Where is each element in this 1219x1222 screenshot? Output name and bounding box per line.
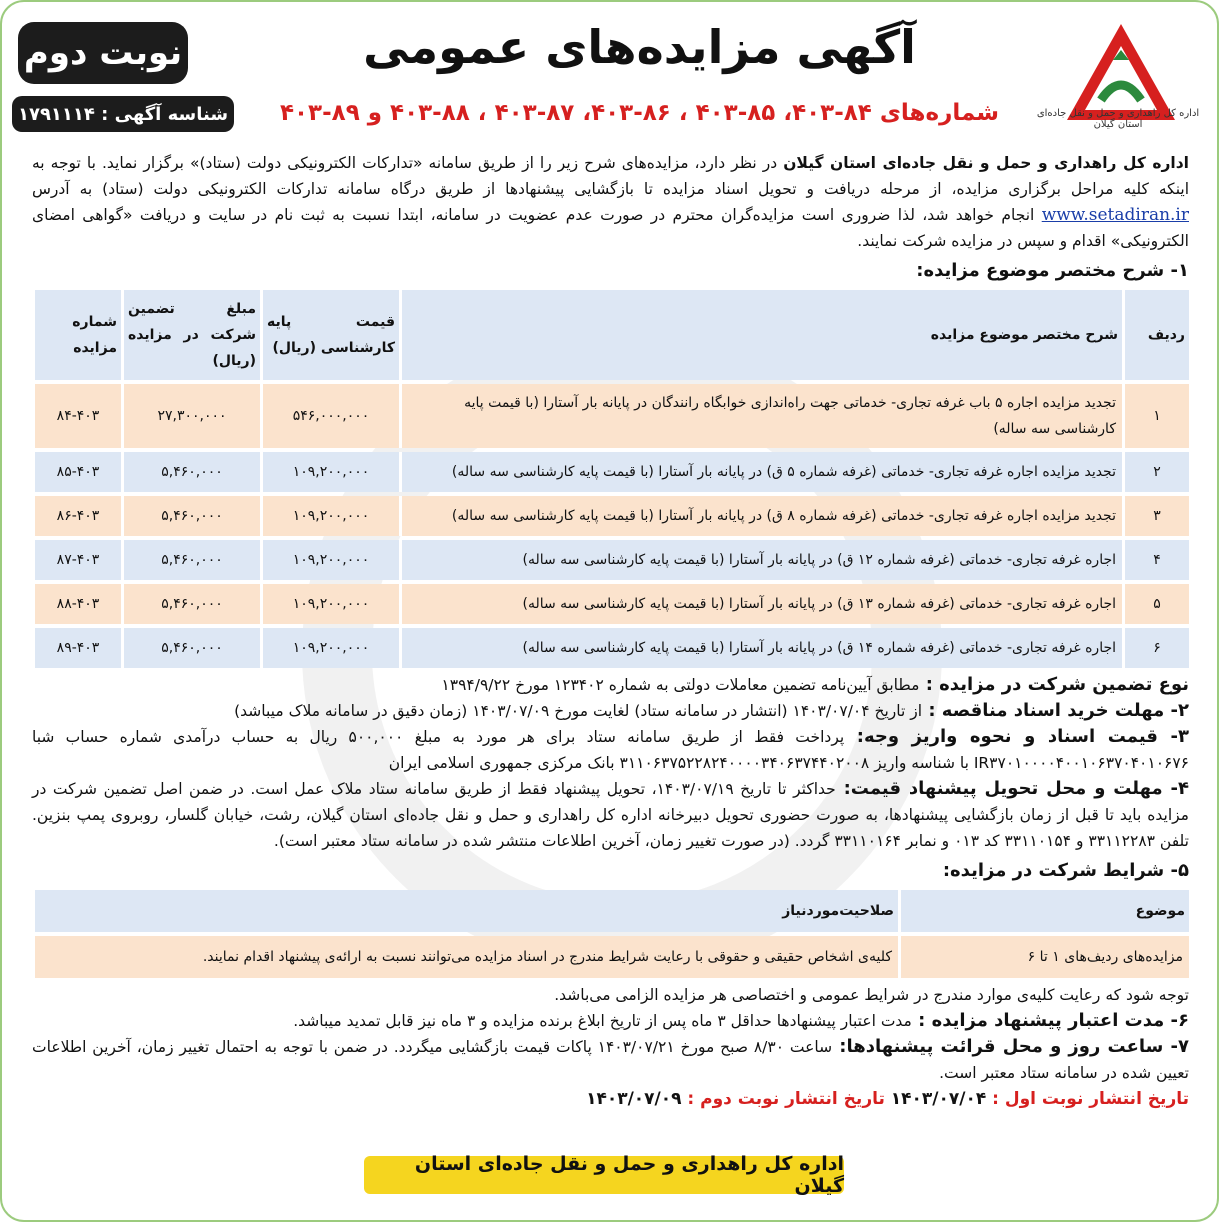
section1-heading: ۱- شرح مختصر موضوع مزایده: bbox=[916, 260, 1189, 281]
table-row bbox=[32, 496, 1189, 536]
table-row bbox=[32, 584, 1189, 624]
col-guarantee: مبلغ تضمین شرکت در مزایده (ریال) bbox=[121, 290, 260, 380]
section7-label: ۷- ساعت روز و محل قرائت پیشنهادها: bbox=[832, 1036, 1189, 1057]
intro-paragraph bbox=[32, 150, 1189, 254]
section6 bbox=[32, 1008, 1189, 1034]
row-subject: مزایده‌های ردیف‌های ۱ تا ۶ bbox=[898, 936, 1189, 978]
second-pub-date: ۱۴۰۳/۰۷/۰۹ bbox=[586, 1089, 682, 1109]
first-pub-date: ۱۴۰۳/۰۷/۰۴ bbox=[890, 1089, 987, 1109]
row-desc: اجاره غرفه تجاری- خدماتی (غرفه شماره ۱۳ ق) در پایانه بار آستارا (با قیمت پایه کارشناسی سه ساله) bbox=[399, 584, 1122, 624]
row-index: ۴ bbox=[1122, 540, 1189, 580]
guarantee-type-text: مطابق آیین‌نامه تضمین معاملات دولتی به شماره ۱۲۳۴۰۲ مورخ ۱۳۹۴/۹/۲۲ bbox=[441, 676, 920, 694]
intro-text-1: در نظر دارد، مزایده‌های شرح زیر را از طریق سامانه «تدارکات الکترونیکی دولت (ستاد)» برگزار نماید. با توجه به اینکه کلیه مراحل برگزاری مزایده، از مرحله دریافت و تحویل اسناد مزایده تا بازگشایی پیشنهادها از طریق درگاه سامانه تدارکات الکترونیکی دولت (ستاد) به آدرس bbox=[32, 154, 1189, 198]
table-row bbox=[32, 628, 1189, 668]
section5-note: توجه شود که رعایت کلیه‌ی موارد مندرج در شرایط عمومی و اختصاصی هر مزایده الزامی می‌باشد. bbox=[554, 986, 1189, 1004]
first-pub-label: تاریخ انتشار نوبت اول : bbox=[986, 1089, 1189, 1109]
section5-heading: ۵- شرایط شرکت در مزایده: bbox=[942, 860, 1189, 881]
auction-table bbox=[32, 286, 1189, 672]
section3 bbox=[32, 724, 1189, 776]
row-index: ۵ bbox=[1122, 584, 1189, 624]
row-guarantee: ۵,۴۶۰,۰۰۰ bbox=[121, 540, 260, 580]
auction-table-header bbox=[32, 290, 1189, 380]
auction-numbers: شماره‌های ۸۴-۴۰۳، ۸۵-۴۰۳ ، ۸۶-۴۰۳، ۸۷-۴۰۳ ، ۸۸-۴۰۳ و ۸۹-۴۰۳ bbox=[279, 100, 999, 126]
section4-text: حداکثر تا تاریخ ۱۴۰۳/۰۷/۱۹، تحویل پیشنهاد فقط از طریق سامانه ستاد ملاک عمل است. در ضمن اصل تضمین شرکت در مزایده باید تا قبل از زمان بازگشایی پیشنهادها، به صورت حضوری تحویل دبیرخانه اداره کل راهداری و حمل و نقل جاده‌ای استان گیلان، رشت، خیابان گلسار، روبروی پمپ بنزین. تلفن ۳۳۱۱۲۲۸۳ و ۳۳۱۱۰۱۵۴ کد ۰۱۳ و نمابر ۳۳۱۱۰۱۶۴ گردد. (در صورت تغییر زمان، آخرین اطلاعات منتشر شده در سامانه ستاد معتبر است). bbox=[32, 780, 1189, 850]
section6-label: ۶- مدت اعتبار پیشنهاد مزایده : bbox=[911, 1010, 1189, 1031]
row-base: ۵۴۶,۰۰۰,۰۰۰ bbox=[260, 384, 399, 448]
row-number: ۸۵-۴۰۳ bbox=[32, 452, 121, 492]
section2-label: ۲- مهلت خرید اسناد مناقصه : bbox=[922, 700, 1189, 721]
row-base: ۱۰۹,۲۰۰,۰۰۰ bbox=[260, 496, 399, 536]
col-qualification: صلاحیت‌موردنیاز bbox=[32, 890, 898, 932]
table-row bbox=[32, 540, 1189, 580]
section3-text: پرداخت فقط از طریق سامانه ستاد برای هر مورد به مبلغ ۵۰۰,۰۰۰ ریال به حساب درآمدی شماره حساب شبا IR۳۷۰۱۰۰۰۰۴۰۰۱۰۶۳۷۰۴۰۱۰۶۷۶ با شناسه واریز ۳۱۱۰۶۳۷۵۲۲۸۲۴۰۰۰۰۳۴۰۶۳۷۴۴۰۲۰۰۸ بانک مرکزی جمهوری اسلامی ایران bbox=[32, 728, 1189, 772]
table-row bbox=[32, 936, 1189, 978]
turn-badge: نوبت دوم bbox=[18, 22, 188, 84]
guarantee-type bbox=[32, 672, 1189, 698]
row-number: ۸۷-۴۰۳ bbox=[32, 540, 121, 580]
col-row: ردیف bbox=[1122, 290, 1189, 380]
row-base: ۱۰۹,۲۰۰,۰۰۰ bbox=[260, 540, 399, 580]
footer-banner: اداره کل راهداری و حمل و نقل جاده‌ای استان گیلان bbox=[364, 1156, 844, 1194]
row-index: ۱ bbox=[1122, 384, 1189, 448]
row-guarantee: ۵,۴۶۰,۰۰۰ bbox=[121, 584, 260, 624]
table-row bbox=[32, 452, 1189, 492]
notice-body bbox=[32, 150, 1189, 1112]
col-subject: موضوع bbox=[898, 890, 1189, 932]
row-guarantee: ۵,۴۶۰,۰۰۰ bbox=[121, 628, 260, 668]
row-number: ۸۴-۴۰۳ bbox=[32, 384, 121, 448]
org-name: اداره کل راهداری و حمل و نقل جاده‌ای استان گیلان bbox=[783, 154, 1189, 172]
row-index: ۶ bbox=[1122, 628, 1189, 668]
row-index: ۳ bbox=[1122, 496, 1189, 536]
row-guarantee: ۲۷,۳۰۰,۰۰۰ bbox=[121, 384, 260, 448]
second-pub-label: تاریخ انتشار نوبت دوم : bbox=[681, 1089, 891, 1109]
row-desc: اجاره غرفه تجاری- خدماتی (غرفه شماره ۱۴ ق) در پایانه بار آستارا (با قیمت پایه کارشناسی سه ساله) bbox=[399, 628, 1122, 668]
ad-id-badge: شناسه آگهی : ۱۷۹۱۱۱۴ bbox=[12, 96, 234, 132]
row-desc: اجاره غرفه تجاری- خدماتی (غرفه شماره ۱۲ ق) در پایانه بار آستارا (با قیمت پایه کارشناسی سه ساله) bbox=[399, 540, 1122, 580]
page-title: آگهی مزایده‌های عمومی bbox=[363, 20, 916, 74]
row-desc: تجدید مزایده اجاره غرفه تجاری- خدماتی (غرفه شماره ۸ ق) در پایانه بار آستارا (با قیمت پایه کارشناسی سه ساله) bbox=[399, 496, 1122, 536]
section2-text: از تاریخ ۱۴۰۳/۰۷/۰۴ (انتشار در سامانه ستاد) لغایت مورخ ۱۴۰۳/۰۷/۰۹ (زمان دقیق در سامانه ملاک میباشد) bbox=[234, 702, 923, 720]
logo-caption: اداره کل راهداری و حمل و نقل جاده‌ای استان گیلان bbox=[1036, 108, 1200, 130]
col-base-price: قیمت پایه کارشناسی (ریال) bbox=[260, 290, 399, 380]
table-row bbox=[32, 384, 1189, 448]
intro-text-2: انجام خواهد شد، لذا ضروری است مزایده‌گران محترم در صورت عدم عضویت در سامانه، ابتدا نسبت به ثبت نام در سایت و دریافت «گواهی امضای الکترونیکی» اقدام و سپس در مزایده شرکت نمایند. bbox=[32, 206, 1189, 250]
col-desc: شرح مختصر موضوع مزایده bbox=[399, 290, 1122, 380]
row-base: ۱۰۹,۲۰۰,۰۰۰ bbox=[260, 452, 399, 492]
row-number: ۸۹-۴۰۳ bbox=[32, 628, 121, 668]
row-number: ۸۸-۴۰۳ bbox=[32, 584, 121, 624]
section4 bbox=[32, 776, 1189, 854]
row-qualification: کلیه‌ی اشخاص حقیقی و حقوقی با رعایت شرایط مندرج در اسناد مزایده می‌توانند نسبت به ارائه‌ی پیشنهاد اقدام نمایند. bbox=[32, 936, 898, 978]
row-number: ۸۶-۴۰۳ bbox=[32, 496, 121, 536]
section6-text: مدت اعتبار پیشنهادها حداقل ۳ ماه پس از تاریخ ابلاغ برنده مزایده و ۳ ماه نیز قابل تمدید میباشد. bbox=[293, 1012, 912, 1030]
section7-text: ساعت ۸/۳۰ صبح مورخ ۱۴۰۳/۰۷/۲۱ پاکات قیمت بازگشایی میگردد. در ضمن با توجه به احتمال تغییر زمان، آخرین اطلاعات تعیین شده در سامانه ستاد معتبر است. bbox=[32, 1038, 1189, 1082]
row-guarantee: ۵,۴۶۰,۰۰۰ bbox=[121, 496, 260, 536]
conditions-table-header bbox=[32, 890, 1189, 932]
setad-link[interactable]: www.setadiran.ir bbox=[1041, 205, 1189, 225]
row-index: ۲ bbox=[1122, 452, 1189, 492]
conditions-table bbox=[32, 886, 1189, 982]
publication-dates bbox=[32, 1086, 1189, 1112]
row-base: ۱۰۹,۲۰۰,۰۰۰ bbox=[260, 628, 399, 668]
row-desc: تجدید مزایده اجاره ۵ باب غرفه تجاری- خدماتی جهت راه‌اندازی خوابگاه رانندگان در پایانه بار آستارا (با قیمت پایه کارشناسی سه ساله) bbox=[399, 384, 1122, 448]
header bbox=[2, 2, 1217, 142]
col-number: شماره مزایده bbox=[32, 290, 121, 380]
row-desc: تجدید مزایده اجاره غرفه تجاری- خدماتی (غرفه شماره ۵ ق) در پایانه بار آستارا (با قیمت پایه کارشناسی سه ساله) bbox=[399, 452, 1122, 492]
section4-label: ۴- مهلت و محل تحویل پیشنهاد قیمت: bbox=[835, 778, 1190, 799]
row-base: ۱۰۹,۲۰۰,۰۰۰ bbox=[260, 584, 399, 624]
row-guarantee: ۵,۴۶۰,۰۰۰ bbox=[121, 452, 260, 492]
guarantee-type-label: نوع تضمین شرکت در مزایده : bbox=[919, 674, 1189, 695]
section2 bbox=[32, 698, 1189, 724]
section7 bbox=[32, 1034, 1189, 1086]
section3-label: ۳- قیمت اسناد و نحوه واریز وجه: bbox=[844, 726, 1190, 747]
